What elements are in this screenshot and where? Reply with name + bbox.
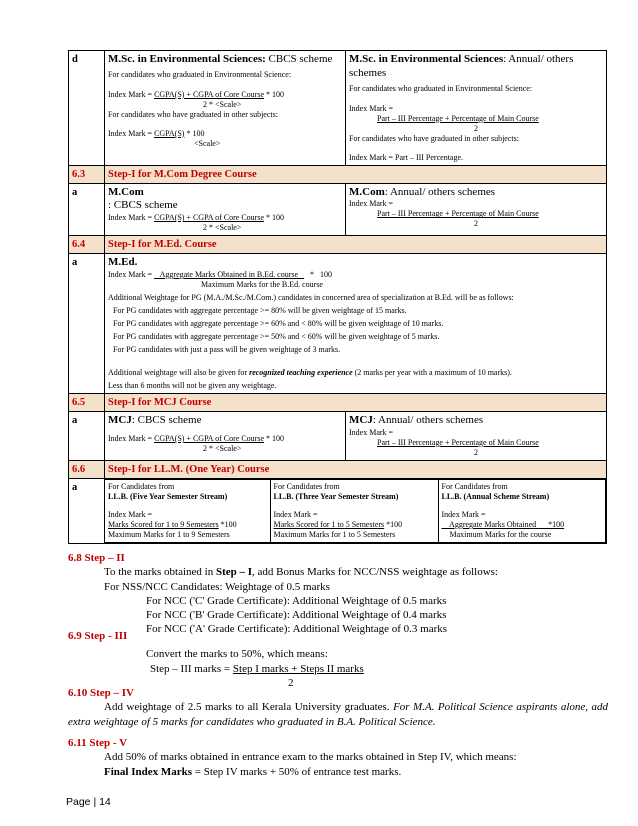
msc-env-title-scheme: CBCS scheme <box>268 53 333 65</box>
formula-numerator: CGPA(S) <box>154 128 185 138</box>
section-title: Step-I for LL.M. (One Year) Course <box>105 460 607 478</box>
formula-denominator: Maximum Marks for the B.Ed. course <box>201 280 323 289</box>
table-row-msc-env <box>69 51 607 166</box>
step-3-formula-denominator: 2 <box>288 676 294 689</box>
page-footer: Page | 14 <box>66 796 111 808</box>
step-3-formula-label: Step – III marks = <box>150 662 233 675</box>
formula-label: Index Mark = <box>349 427 394 437</box>
section-title: Step-I for MCJ Course <box>105 394 607 412</box>
formula-denominator: 2 * <Scale> <box>203 99 242 109</box>
row-label: a <box>69 412 105 461</box>
table-row-mcom <box>69 183 607 236</box>
step-5-section <box>68 736 608 779</box>
mcj-annual-scheme: : Annual/ others schemes <box>372 414 484 427</box>
llm-annual-cell <box>438 480 606 543</box>
final-index-marks-formula: = Step IV marks + 50% of entrance test marks. <box>192 765 402 778</box>
formula-multiplier: * 100 <box>264 89 284 99</box>
formula-numerator: Part – III Percentage + Percentage of Main Course <box>377 437 539 447</box>
row-label: a <box>69 183 105 236</box>
section-number: 6.5 <box>69 394 105 412</box>
formula-label: Index Mark = <box>108 433 155 443</box>
section-number: 6.3 <box>69 165 105 183</box>
formula-label: Index Mark = <box>108 213 155 223</box>
formula-denominator: 2 * <Scale> <box>203 223 242 233</box>
candidates-from-text: For Candidates from <box>273 482 340 491</box>
step-2-heading: 6.8 Step – II <box>68 552 125 564</box>
step-5-text: Add 50% of marks obtained in entrance exam to the marks obtained in Step IV, which means: <box>104 751 517 764</box>
experience-highlight: recognized teaching experience <box>249 368 353 377</box>
table-row-med <box>69 254 607 394</box>
formula-multiplier: * 100 <box>264 433 284 443</box>
formula-denominator: <Scale> <box>194 138 221 148</box>
formula-denominator: 2 <box>474 123 478 133</box>
llm-subtable <box>105 479 606 543</box>
step-3-text: Convert the marks to 50%, which means: <box>146 648 328 661</box>
cell-mcj-annual <box>346 412 607 461</box>
step-4-text: Add weightage of 2.5 marks to all Kerala University graduates. <box>104 701 394 714</box>
formula-denominator: 2 * <Scale> <box>203 443 242 453</box>
cell-llm <box>105 479 607 544</box>
step-2-ref: Step – I <box>215 566 253 579</box>
formula-numerator: Marks Scored for 1 to 5 Semesters <box>273 520 385 529</box>
stream-title: LL.B. (Annual Scheme Stream) <box>441 492 550 501</box>
candidates-from-text: For Candidates from <box>108 482 175 491</box>
formula-numerator: CGPA(S) + CGPA of Core Course <box>154 433 264 443</box>
table-row-llm <box>69 479 607 544</box>
cell-mcj-cbcs <box>105 412 346 461</box>
candidates-from-text: For Candidates from <box>441 482 508 491</box>
section-header-6-6 <box>69 460 607 478</box>
ncc-c-grade: For NCC ('C' Grade Certificate): Additional Weightage of 0.5 marks <box>146 594 447 607</box>
formula-multiplier: * 100 <box>304 270 333 279</box>
ncc-b-grade: For NCC ('B' Grade Certificate): Additional Weightage of 0.4 marks <box>146 609 447 622</box>
step-2-text-cont: , add Bonus Marks for NCC/NSS weightage as follows: <box>252 566 498 579</box>
formula-numerator: Marks Scored for 1 to 9 Semesters <box>108 520 219 529</box>
step-3-heading: 6.9 Step - III <box>68 630 128 642</box>
formula-multiplier: * 100 <box>264 213 284 223</box>
msc-env-annual-title: M.Sc. in Environmental Sciences <box>349 53 504 65</box>
cell-msc-env-annual <box>346 51 607 166</box>
step-3-formula-numerator: Step I marks + Steps II marks <box>232 662 364 675</box>
formula-label: Index Mark = <box>349 103 394 113</box>
stream-title: LL.B. (Three Year Semester Stream) <box>273 492 399 501</box>
section-header-6-4 <box>69 236 607 254</box>
cell-med <box>105 254 607 394</box>
section-title: Step-I for M.Com Degree Course <box>105 165 607 183</box>
cell-mcom-annual <box>346 183 607 236</box>
section-header-6-3 <box>69 165 607 183</box>
formula-numerator: Part – III Percentage + Percentage of Main Course <box>377 209 539 219</box>
mcom-annual-scheme: : Annual/ others schemes <box>384 185 496 198</box>
formula-label: Index Mark = <box>273 510 318 519</box>
weightage-item: For PG candidates with aggregate percentage >= 50% and < 60% will be given weightage of 5 marks. <box>113 332 440 341</box>
mcj-annual-title: MCJ <box>349 414 373 427</box>
section-header-6-5 <box>69 394 607 412</box>
msc-env-title: M.Sc. in Environmental Sciences: <box>108 53 266 65</box>
formula-part3: Index Mark = Part – III Percentage. <box>349 152 464 162</box>
formula-multiplier: * 100 <box>184 128 205 138</box>
mcom-annual-title: M.Com <box>349 185 385 198</box>
step-2-text: To the marks obtained in <box>104 566 216 579</box>
llm-three-year-cell <box>270 480 438 543</box>
formula-label: Index Mark = <box>108 89 155 99</box>
formula-label: Index Mark = <box>108 270 155 279</box>
mcom-title: M.Com <box>108 185 144 198</box>
mcj-scheme: : CBCS scheme <box>131 414 202 427</box>
formula-denominator: Maximum Marks for the course <box>449 530 552 539</box>
msc-env-annual-scheme: : Annual/ others schemes <box>349 53 574 79</box>
weightage-item: For PG candidates with just a pass will be given weightage of 3 marks. <box>113 345 341 354</box>
step-4-section <box>68 686 608 729</box>
formula-multiplier: *100 <box>218 520 237 529</box>
formula-numerator: CGPA(S) + CGPA of Core Course <box>154 213 264 223</box>
row-label: d <box>69 51 105 166</box>
index-mark-table <box>68 50 607 544</box>
formula-denominator: Maximum Marks for 1 to 5 Semesters <box>273 530 396 539</box>
formula-numerator: Aggregate Marks Obtained *100 <box>441 520 565 529</box>
experience-note: Less than 6 months will not be given any weightage. <box>108 381 277 390</box>
mcj-title: MCJ <box>108 414 132 427</box>
experience-detail: (2 marks per year with a maximum of 10 marks). <box>352 368 512 377</box>
formula-numerator: CGPA(S) + CGPA of Core Course <box>154 89 264 99</box>
row-label: a <box>69 479 105 544</box>
formula-denominator: 2 <box>474 219 478 229</box>
formula-denominator: 2 <box>474 447 478 457</box>
cell-mcom-cbcs <box>105 183 346 236</box>
formula-numerator: Aggregate Marks Obtained in B.Ed. course <box>154 270 305 279</box>
formula-numerator: Part – III Percentage + Percentage of Main Course <box>377 113 539 123</box>
ncc-a-grade: For NCC ('A' Grade Certificate): Additional Weightage of 0.3 marks <box>146 623 448 636</box>
final-index-marks-label: Final Index Marks <box>104 765 193 778</box>
cell-msc-env-cbcs <box>105 51 346 166</box>
env-grad-text: For candidates who graduated in Environmental Science: <box>349 83 533 93</box>
formula-multiplier: *100 <box>384 520 403 529</box>
row-label: a <box>69 254 105 394</box>
table-row-mcj <box>69 412 607 461</box>
other-grad-text: For candidates who have graduated in other subjects: <box>349 133 519 143</box>
formula-label: Index Mark = <box>349 199 394 209</box>
nss-ncc-weightage: For NSS/NCC Candidates: Weightage of 0.5 marks <box>104 580 330 593</box>
med-title: M.Ed. <box>108 256 138 269</box>
weightage-item: For PG candidates with aggregate percentage >= 60% and < 80% will be given weightage of 10 marks. <box>113 319 444 328</box>
stream-title: LL.B. (Five Year Semester Stream) <box>108 492 228 501</box>
formula-label: Index Mark = <box>108 128 155 138</box>
section-number: 6.4 <box>69 236 105 254</box>
experience-text: Additional weightage will also be given for <box>108 368 250 377</box>
formula-label: Index Mark = <box>441 510 486 519</box>
formula-label: Index Mark = <box>108 510 153 519</box>
step-2-section <box>68 551 608 637</box>
env-grad-text: For candidates who graduated in Environmental Science: <box>108 69 292 79</box>
formula-denominator: Maximum Marks for 1 to 9 Semesters <box>108 530 230 539</box>
mcom-scheme: : CBCS scheme <box>108 199 178 212</box>
llm-five-year-cell <box>105 480 270 543</box>
section-title: Step-I for M.Ed. Course <box>105 236 607 254</box>
step-4-heading: 6.10 Step – IV <box>68 687 135 699</box>
other-grad-text: For candidates who have graduated in other subjects: <box>108 109 278 119</box>
step-5-heading: 6.11 Step - V <box>68 737 128 749</box>
section-number: 6.6 <box>69 460 105 478</box>
weightage-item: For PG candidates with aggregate percentage >= 80% will be given weightage of 15 marks. <box>113 306 407 315</box>
step-3-section <box>68 629 608 690</box>
step-4-political-science-note: For M.A. Political Science aspirants alone, add extra weightage of 5 marks for candidates who graduated in B.A. Political Science. <box>68 701 609 728</box>
additional-weightage-text: Additional Weightage for PG (M.A./M.Sc./M.Com.) candidates in concerned area of specialization at B.Ed. will be as follows: <box>108 293 514 302</box>
